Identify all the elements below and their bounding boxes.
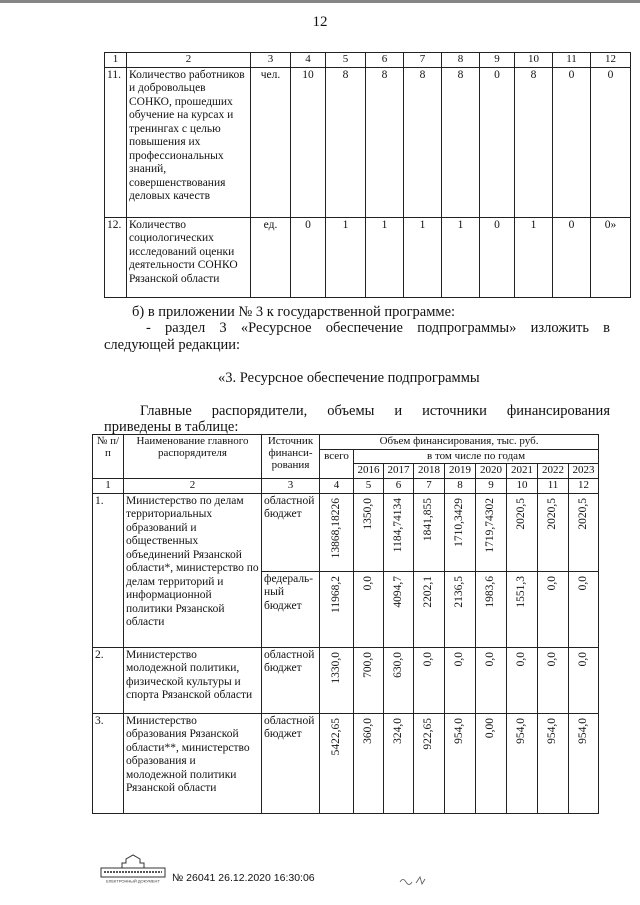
value-cell: 0 bbox=[553, 67, 591, 217]
paragraph-section-line2: следующей редакции: bbox=[104, 337, 241, 353]
year-cell bbox=[445, 647, 476, 713]
row-number: 1. bbox=[93, 493, 124, 647]
year-cell bbox=[569, 571, 599, 647]
year-cell bbox=[414, 647, 445, 713]
header-cell: 3 bbox=[251, 53, 291, 68]
year-cell bbox=[507, 493, 538, 571]
total-cell bbox=[320, 493, 354, 571]
table-header-row bbox=[105, 53, 631, 68]
col-source-header: Источник финанси-рования bbox=[262, 435, 320, 479]
year-cell bbox=[569, 713, 599, 813]
electronic-document-stamp bbox=[100, 854, 166, 884]
table-row bbox=[105, 67, 631, 217]
year-cell bbox=[354, 493, 384, 571]
year-value: 2136,5 bbox=[453, 575, 466, 608]
value-cell: 8 bbox=[404, 67, 442, 217]
paragraph-b: б) в приложении № 3 к государственной программе: bbox=[132, 304, 456, 320]
year-cell bbox=[476, 713, 507, 813]
col-name-header: Наименование главного распорядителя bbox=[124, 435, 262, 479]
column-number: 12 bbox=[569, 479, 599, 494]
funding-source: областной бюджет bbox=[262, 647, 320, 713]
value-cell: 1 bbox=[326, 217, 366, 297]
year-header: 2016 bbox=[354, 464, 384, 479]
year-value: 0,00 bbox=[484, 717, 497, 738]
year-header: 2022 bbox=[538, 464, 569, 479]
column-number: 8 bbox=[445, 479, 476, 494]
year-value: 1983,6 bbox=[484, 575, 497, 608]
value-cell: 0 bbox=[553, 217, 591, 297]
year-value: 922,65 bbox=[422, 717, 435, 750]
column-number: 9 bbox=[476, 479, 507, 494]
year-cell bbox=[538, 571, 569, 647]
year-value: 0,0 bbox=[576, 575, 589, 590]
document-registration: № 26041 26.12.2020 16:30:06 bbox=[172, 872, 315, 884]
year-cell bbox=[354, 647, 384, 713]
handwritten-mark bbox=[398, 874, 428, 889]
column-number: 7 bbox=[414, 479, 445, 494]
year-value: 1350,0 bbox=[361, 497, 374, 530]
year-cell bbox=[414, 493, 445, 571]
value-cell: 1 bbox=[515, 217, 553, 297]
year-value: 2020,5 bbox=[546, 497, 559, 530]
column-number: 11 bbox=[538, 479, 569, 494]
year-cell bbox=[476, 571, 507, 647]
value-cell: 1 bbox=[366, 217, 404, 297]
year-value: 954,0 bbox=[453, 717, 466, 744]
header-cell: 12 bbox=[591, 53, 631, 68]
year-value: 954,0 bbox=[515, 717, 528, 744]
value-cell: 1 bbox=[404, 217, 442, 297]
year-cell bbox=[445, 571, 476, 647]
column-number: 3 bbox=[262, 479, 320, 494]
year-cell bbox=[414, 713, 445, 813]
value-cell: 8 bbox=[442, 67, 480, 217]
year-value: 954,0 bbox=[546, 717, 559, 744]
stamp-caption: ЕЛЕКТРОННЫЙ ДОКУМЕНТ bbox=[106, 878, 160, 884]
year-cell bbox=[445, 493, 476, 571]
header-cell: 4 bbox=[291, 53, 326, 68]
col-volume-header: Объем финансирования, тыс. руб. bbox=[320, 435, 599, 450]
header-cell: 2 bbox=[127, 53, 251, 68]
funding-source: областной бюджет bbox=[262, 493, 320, 571]
indicator-name: Количество социологических исследований оценки деятельности СОНКО Рязанской области bbox=[127, 217, 251, 297]
col-years-header: в том числе по годам bbox=[354, 450, 599, 464]
total-cell bbox=[320, 647, 354, 713]
table-row bbox=[93, 647, 599, 713]
year-cell bbox=[354, 713, 384, 813]
year-value: 2020,5 bbox=[576, 497, 589, 530]
funding-source: областной бюджет bbox=[262, 713, 320, 813]
year-cell bbox=[476, 647, 507, 713]
scan-edge bbox=[0, 0, 640, 3]
year-value: 0,0 bbox=[515, 651, 528, 666]
year-cell bbox=[384, 713, 414, 813]
year-cell bbox=[414, 571, 445, 647]
paragraph-section-line1: - раздел 3 «Ресурсное обеспечение подпрограммы» изложить в bbox=[146, 320, 610, 336]
distributor-name: Министерство по делам территориальных образований и общественных объединений Рязанской области*, министерство по делам территорий и информационной политики Рязанской области bbox=[124, 493, 262, 647]
header-cell: 7 bbox=[404, 53, 442, 68]
year-cell bbox=[538, 647, 569, 713]
value-cell: 8 bbox=[515, 67, 553, 217]
column-numbers-row bbox=[93, 479, 599, 494]
year-value: 1710,3429 bbox=[453, 497, 466, 547]
year-value: 954,0 bbox=[576, 717, 589, 744]
value-cell: 8 bbox=[326, 67, 366, 217]
value-cell: 10 bbox=[291, 67, 326, 217]
header-cell: 9 bbox=[480, 53, 515, 68]
year-value: 0,0 bbox=[453, 651, 466, 666]
year-header: 2019 bbox=[445, 464, 476, 479]
distributor-name: Министерство молодежной политики, физической культуры и спорта Рязанской области bbox=[124, 647, 262, 713]
year-value: 2202,1 bbox=[422, 575, 435, 608]
funding-source: федераль-ный бюджет bbox=[262, 571, 320, 647]
year-value: 0,0 bbox=[484, 651, 497, 666]
year-value: 0,0 bbox=[361, 575, 374, 590]
column-number: 4 bbox=[320, 479, 354, 494]
year-value: 1841,855 bbox=[422, 497, 435, 541]
year-cell bbox=[445, 713, 476, 813]
unit: ед. bbox=[251, 217, 291, 297]
value-cell: 0 bbox=[291, 217, 326, 297]
section-heading: «3. Ресурсное обеспечение подпрограммы bbox=[218, 370, 480, 386]
funding-table bbox=[92, 434, 599, 814]
year-header: 2017 bbox=[384, 464, 414, 479]
year-header: 2021 bbox=[507, 464, 538, 479]
col-num-header: № п/п bbox=[93, 435, 124, 479]
year-value: 0,0 bbox=[422, 651, 435, 666]
value-cell: 0 bbox=[591, 67, 631, 217]
value-cell: 0 bbox=[480, 67, 515, 217]
column-number: 10 bbox=[507, 479, 538, 494]
year-value: 4094,7 bbox=[391, 575, 404, 608]
year-cell bbox=[507, 571, 538, 647]
year-value: 1551,3 bbox=[515, 575, 528, 608]
indicators-table bbox=[104, 52, 631, 298]
indicator-name: Количество работников и добровольцев СОНКО, прошедших обучение на курсах и тренингах с целью повышения их профессиональных знаний, совершенствования деловых качеств bbox=[127, 67, 251, 217]
year-cell bbox=[538, 493, 569, 571]
column-number: 1 bbox=[93, 479, 124, 494]
intro-line2: приведены в таблице: bbox=[104, 419, 239, 435]
total-value: 13868,18226 bbox=[329, 497, 342, 558]
header-cell: 1 bbox=[105, 53, 127, 68]
total-value: 1330,0 bbox=[329, 651, 342, 684]
header-cell: 5 bbox=[326, 53, 366, 68]
total-value: 5422,65 bbox=[329, 717, 342, 755]
total-cell bbox=[320, 571, 354, 647]
year-cell bbox=[384, 493, 414, 571]
year-value: 630,0 bbox=[391, 651, 404, 678]
year-header: 2020 bbox=[476, 464, 507, 479]
column-number: 6 bbox=[384, 479, 414, 494]
year-cell bbox=[507, 713, 538, 813]
distributor-name: Министерство образования Рязанской области**, министерство образования и молодежной политики Рязанской области bbox=[124, 713, 262, 813]
year-value: 0,0 bbox=[546, 651, 559, 666]
row-number: 2. bbox=[93, 647, 124, 713]
value-cell: 1 bbox=[442, 217, 480, 297]
value-cell: 0 bbox=[480, 217, 515, 297]
year-cell bbox=[569, 647, 599, 713]
table-row bbox=[105, 217, 631, 297]
year-value: 360,0 bbox=[361, 717, 374, 744]
page-number: 12 bbox=[312, 14, 328, 30]
table-row bbox=[93, 493, 599, 571]
year-value: 2020,5 bbox=[515, 497, 528, 530]
year-cell bbox=[507, 647, 538, 713]
year-value: 324,0 bbox=[391, 717, 404, 744]
total-cell bbox=[320, 713, 354, 813]
year-header: 2018 bbox=[414, 464, 445, 479]
column-number: 5 bbox=[354, 479, 384, 494]
year-value: 1184,74134 bbox=[391, 497, 404, 552]
header-cell: 6 bbox=[366, 53, 404, 68]
row-number: 3. bbox=[93, 713, 124, 813]
year-header: 2023 bbox=[569, 464, 599, 479]
header-cell: 10 bbox=[515, 53, 553, 68]
row-number: 12. bbox=[105, 217, 127, 297]
header-cell: 8 bbox=[442, 53, 480, 68]
year-value: 1719,74302 bbox=[484, 497, 497, 553]
table-row bbox=[93, 713, 599, 813]
col-total-header: всего bbox=[320, 450, 354, 479]
year-cell bbox=[384, 571, 414, 647]
year-value: 700,0 bbox=[361, 651, 374, 678]
year-cell bbox=[538, 713, 569, 813]
column-number: 2 bbox=[124, 479, 262, 494]
year-cell bbox=[384, 647, 414, 713]
row-number: 11. bbox=[105, 67, 127, 217]
year-cell bbox=[476, 493, 507, 571]
header-cell: 11 bbox=[553, 53, 591, 68]
unit: чел. bbox=[251, 67, 291, 217]
value-cell: 8 bbox=[366, 67, 404, 217]
year-cell bbox=[569, 493, 599, 571]
total-value: 11968,2 bbox=[329, 575, 342, 613]
handwritten-mark-icon bbox=[398, 874, 428, 886]
year-value: 0,0 bbox=[546, 575, 559, 590]
year-cell bbox=[354, 571, 384, 647]
value-cell: 0» bbox=[591, 217, 631, 297]
intro-line1: Главные распорядители, объемы и источники финансирования bbox=[140, 403, 610, 419]
table-header-row bbox=[93, 435, 599, 450]
year-value: 0,0 bbox=[576, 651, 589, 666]
